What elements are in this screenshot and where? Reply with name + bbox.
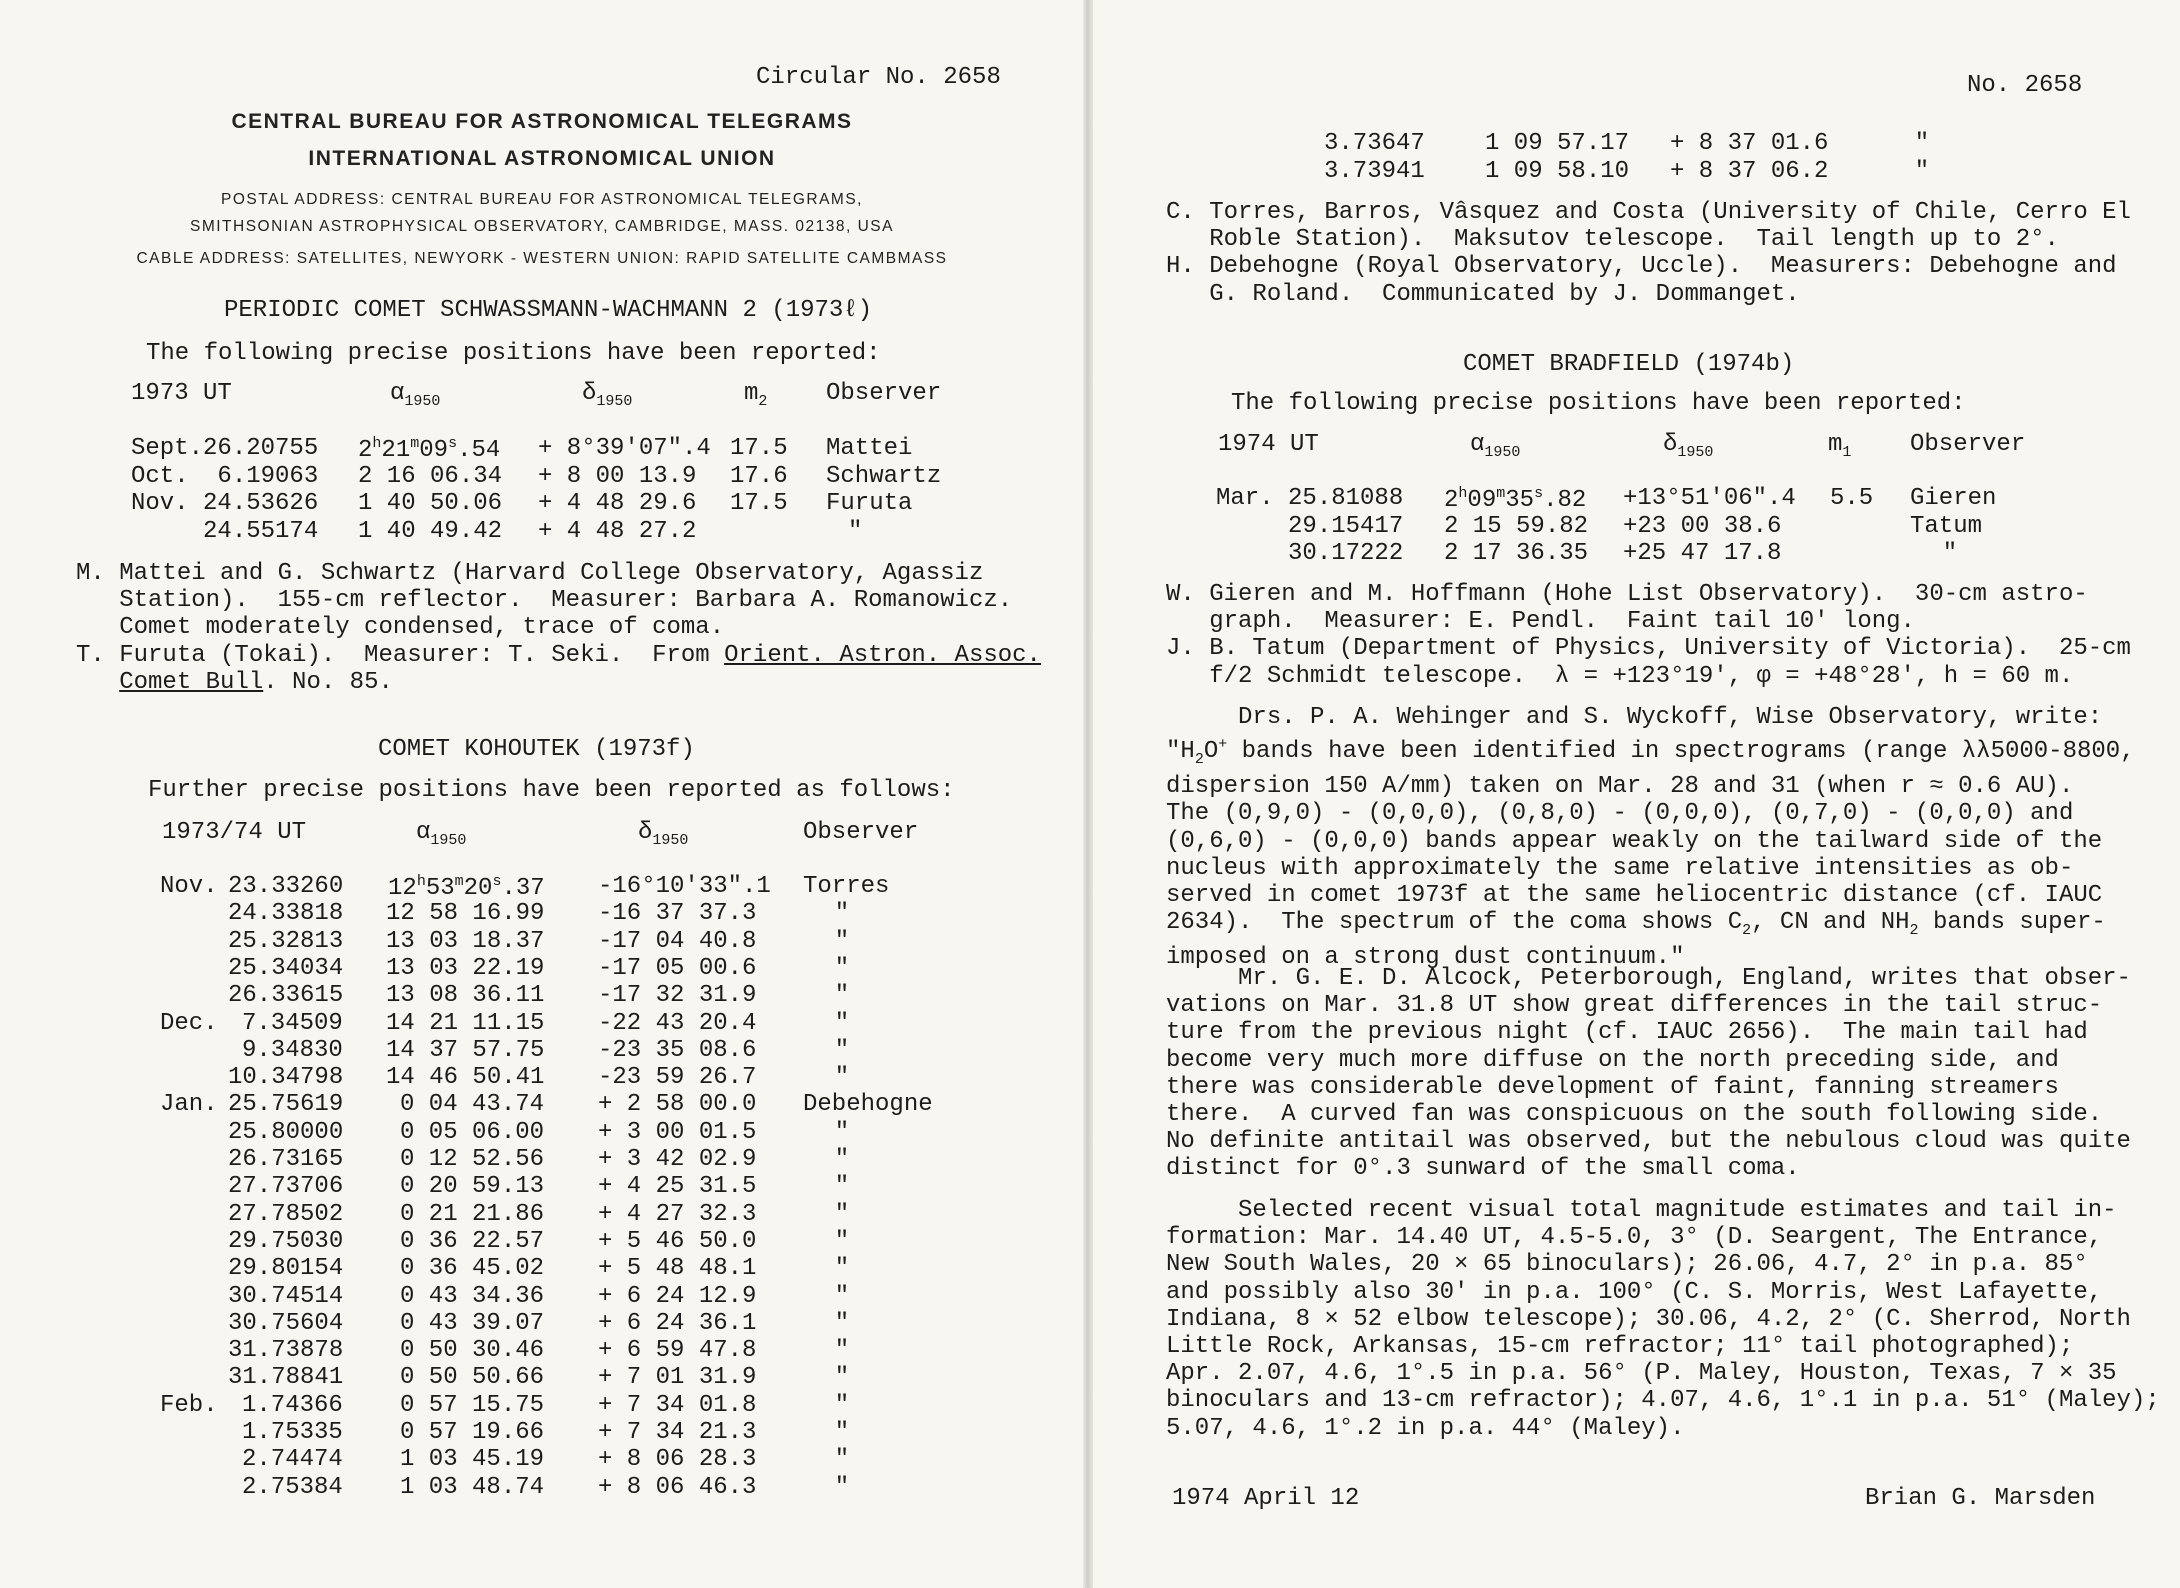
postal-address-line2: SMITHSONIAN ASTROPHYSICAL OBSERVATORY, CAMBRIDGE, MASS. 02138, USA	[190, 218, 894, 235]
cell-date: 3.73647	[1324, 130, 1425, 157]
cell-mag: 5.5	[1830, 485, 1874, 512]
cell-date: 25.80000	[228, 1118, 344, 1146]
cell-ra: 2 16 06.34	[358, 462, 503, 490]
cell-ra: 1 03 48.74	[400, 1473, 545, 1501]
cell-observer: Debehogne	[803, 1091, 933, 1119]
cell-ra: 0 21 21.86	[400, 1200, 545, 1228]
cell-observer: Torres	[803, 873, 890, 900]
cell-date: 29.75030	[228, 1227, 344, 1255]
kohoutek-intro: Further precise positions have been reported as follows:	[148, 777, 955, 804]
cell-dec: -16 37 37.3	[598, 900, 757, 928]
cell-observer: Schwartz	[826, 462, 942, 490]
col-mag: $m_2$	[744, 380, 768, 410]
sw2-intro: The following precise positions have been reported:	[146, 340, 881, 367]
cell-observer: "	[834, 1064, 850, 1092]
cell-observer: "	[1914, 130, 1930, 157]
cell-date: 2.74474	[242, 1446, 343, 1474]
cell-dec: + 8 37 01.6	[1670, 130, 1829, 157]
cell-dec: + 6 24 12.9	[598, 1282, 757, 1310]
cell-ra: 14 21 11.15	[386, 1009, 545, 1037]
note-line: G. Roland. Communicated by J. Dommanget.	[1166, 280, 1800, 308]
cell-date: 25.75619	[228, 1091, 344, 1119]
note-line: Comet moderately condensed, trace of coma.	[76, 614, 725, 642]
cell-dec: + 4 48 29.6	[538, 490, 697, 517]
cell-observer: "	[834, 1473, 850, 1501]
col-ra: $\alpha_{1950}$	[416, 819, 467, 849]
cell-observer: "	[834, 1364, 850, 1392]
cell-observer: "	[834, 1255, 850, 1283]
note-line: graph. Measurer: E. Pendl. Faint tail 10' long.	[1166, 608, 1915, 636]
cell-mag: 17.6	[730, 462, 788, 490]
cell-ra: 2 15 59.82	[1444, 512, 1589, 540]
cell-date: 3.73941	[1324, 157, 1425, 185]
cell-dec: + 8°39'07".4	[538, 435, 711, 462]
cell-ra: 0 12 52.56	[400, 1146, 545, 1173]
cell-date: 29.80154	[228, 1255, 344, 1283]
cell-dec: + 4 27 32.3	[598, 1200, 757, 1228]
cell-observer: "	[834, 1337, 850, 1365]
cell-date: 29.15417	[1216, 512, 1404, 540]
cell-dec: + 7 34 01.8	[598, 1391, 757, 1419]
cell-date: 31.73878	[228, 1337, 344, 1365]
cell-dec: + 6 59 47.8	[598, 1337, 757, 1365]
cell-ra: 2 17 36.35	[1444, 540, 1589, 567]
cell-ra: 0 43 34.36	[400, 1282, 545, 1310]
union-heading: INTERNATIONAL ASTRONOMICAL UNION	[308, 147, 776, 170]
cable-address: CABLE ADDRESS: SATELLITES, NEWYORK - WESTERN UNION: RAPID SATELLITE CAMBMASS	[136, 250, 948, 267]
cell-ra: 1 09 58.10	[1485, 157, 1630, 185]
cell-date: Sept.26.20755	[131, 435, 319, 462]
cell-observer: "	[834, 1227, 850, 1255]
note-line: f/2 Schmidt telescope. λ = +123°19', φ = +48°28', h = 60 m.	[1166, 662, 2074, 690]
cell-dec: -23 59 26.7	[598, 1064, 757, 1092]
cell-observer: Tatum	[1910, 512, 1983, 540]
cell-observer: "	[834, 1009, 850, 1037]
col-ra: $\alpha_{1950}$	[390, 380, 441, 410]
cell-observer: "	[834, 1146, 850, 1173]
cell-dec: + 5 46 50.0	[598, 1227, 757, 1255]
note-line: J. B. Tatum (Department of Physics, University of Victoria). 25-cm	[1166, 635, 2131, 663]
wehinger-paragraph: Drs. P. A. Wehinger and S. Wyckoff, Wise Observatory, write: "$H_2O^+$ bands have been identified in spectrograms (range λλ5000-8800, dispersion 150 A/mm) taken on Mar. 28 and 31 (when r ≈ 0.6 AU). The (0,9,0) - (0,0,0), (0,8,0) - (0,0,0), (0,7,0) - (0,0,0) and (0,6,0) - (0,0,0) bands appear weakly on the tailward side of the nucleus with approximately the same relative intensities as ob- served in comet 1973f at the same heliocentric distance (cf. IAUC 2634). The spectrum of the coma shows $C_2$, CN and $NH_2$ bands super- imposed on a strong dust continuum."	[1166, 704, 2135, 972]
cell-dec: + 7 01 31.9	[598, 1364, 757, 1392]
cell-dec: + 6 24 36.1	[598, 1309, 757, 1337]
col-date: 1973/74 UT	[162, 819, 307, 846]
cell-dec: +23 00 38.6	[1623, 512, 1782, 540]
cell-date: 30.17222	[1216, 540, 1404, 567]
cell-ra: 13 03 18.37	[386, 927, 545, 955]
cell-observer: "	[834, 1282, 850, 1310]
note-line: T. Furuta (Tokai). Measurer: T. Seki. From Orient. Astron. Assoc.	[76, 641, 1041, 669]
col-observer: Observer	[803, 819, 919, 846]
cell-date: 7.34509	[242, 1009, 343, 1037]
cell-ra: 0 50 30.46	[400, 1337, 545, 1365]
note-line: Station). 155-cm reflector. Measurer: Barbara A. Romanowicz.	[76, 587, 1013, 615]
cell-dec: + 8 00 13.9	[538, 462, 697, 490]
cell-dec: + 7 34 21.3	[598, 1419, 757, 1446]
col-observer: Observer	[1910, 431, 2026, 458]
cell-date: 25.34034	[228, 954, 344, 982]
col-dec: $\delta_{1950}$	[638, 819, 689, 849]
cell-observer: Mattei	[826, 435, 913, 462]
cell-observer: "	[834, 1446, 850, 1474]
col-ra: $\alpha_{1950}$	[1470, 431, 1521, 461]
cell-date: 31.78841	[228, 1364, 344, 1392]
cell-observer: "	[834, 1200, 850, 1228]
cell-date: 1.74366	[242, 1391, 343, 1419]
cell-dec: + 4 48 27.2	[538, 517, 697, 545]
cell-ra: 12$^h$53$^m$20$^s$.37	[388, 873, 545, 902]
cell-observer: "	[834, 1036, 850, 1064]
cell-observer: "	[834, 900, 850, 928]
cell-ra: 1 40 49.42	[358, 517, 503, 545]
cell-observer: "	[1914, 157, 1930, 185]
col-dec: $\delta_{1950}$	[582, 380, 633, 410]
circular-number: Circular No. 2658	[756, 64, 1001, 91]
note-line: C. Torres, Barros, Vâsquez and Costa (University of Chile, Cerro El	[1166, 199, 2131, 226]
cell-ra: 13 03 22.19	[386, 954, 545, 982]
cell-ra: 0 50 50.66	[400, 1364, 545, 1392]
cell-dec: + 3 00 01.5	[598, 1118, 757, 1146]
cell-ra: 0 57 19.66	[400, 1419, 545, 1446]
bradfield-title: COMET BRADFIELD (1974b)	[1463, 351, 1795, 378]
cell-date: Oct. 6.19063	[131, 462, 319, 490]
left-page	[0, 0, 1084, 1588]
cell-ra: 0 57 15.75	[400, 1391, 545, 1419]
cell-observer: "	[834, 1419, 850, 1446]
cell-dec: + 2 58 00.0	[598, 1091, 757, 1119]
col-observer: Observer	[826, 380, 942, 407]
cell-ra: 0 36 22.57	[400, 1227, 545, 1255]
col-date: 1974 UT	[1218, 431, 1319, 458]
note-line: W. Gieren and M. Hoffmann (Hohe List Observatory). 30-cm astro-	[1166, 581, 2088, 608]
cell-date: 23.33260	[228, 873, 344, 900]
cell-dec: + 8 37 06.2	[1670, 157, 1829, 185]
cell-observer: "	[834, 1391, 850, 1419]
signature: Brian G. Marsden	[1865, 1485, 2096, 1512]
alcock-paragraph: Mr. G. E. D. Alcock, Peterborough, England, writes that obser- vations on Mar. 31.8 UT show great differences in the tail struc- ture from the previous night (cf. IAUC 2656). The main tail had become very much more diffuse on the north preceding side, and there was considerable development of faint, fanning streamers there. A curved fan was conspicuous on the south following side. No definite antitail was observed, but the nebulous cloud was quite distinct for 0°.3 sunward of the small coma.	[1166, 965, 2131, 1183]
note-line: Comet Bull. No. 85.	[119, 668, 393, 696]
cell-dec: + 5 48 48.1	[598, 1255, 757, 1283]
cell-ra: 14 37 57.75	[386, 1036, 545, 1064]
page-number: No. 2658	[1967, 72, 2083, 99]
cell-month: Feb.	[160, 1391, 218, 1419]
cell-dec: -23 35 08.6	[598, 1036, 757, 1064]
cell-observer: "	[834, 982, 850, 1010]
cell-ra: 1 40 50.06	[358, 490, 503, 517]
cell-ra: 0 04 43.74	[400, 1091, 545, 1119]
cell-dec: -17 04 40.8	[598, 927, 757, 955]
cell-observer: "	[834, 1309, 850, 1337]
cell-ra: 14 46 50.41	[386, 1064, 545, 1092]
cell-dec: -16°10'33".1	[598, 873, 771, 900]
cell-date: Nov. 24.53626	[131, 490, 319, 517]
cell-ra: 13 08 36.11	[386, 982, 545, 1010]
postal-address-line1: POSTAL ADDRESS: CENTRAL BUREAU FOR ASTRONOMICAL TELEGRAMS,	[221, 191, 863, 208]
cell-ra: 2$^h$21$^m$09$^s$.54	[358, 435, 501, 464]
cell-month: Jan.	[160, 1091, 218, 1119]
cell-dec: + 3 42 02.9	[598, 1146, 757, 1173]
cell-date: 25.32813	[228, 927, 344, 955]
cell-date: 26.33615	[228, 982, 344, 1010]
cell-month: Nov.	[160, 873, 218, 900]
sw2-title: PERIODIC COMET SCHWASSMANN-WACHMANN 2 (1973ℓ)	[224, 297, 873, 324]
cell-ra: 1 03 45.19	[400, 1446, 545, 1474]
cell-dec: +13°51'06".4	[1623, 485, 1796, 512]
cell-ra: 0 20 59.13	[400, 1173, 545, 1201]
cell-ra: 1 09 57.17	[1485, 130, 1630, 157]
cell-dec: + 4 25 31.5	[598, 1173, 757, 1201]
cell-ra: 0 43 39.07	[400, 1309, 545, 1337]
cell-date: 26.73165	[228, 1146, 344, 1173]
col-dec: $\delta_{1950}$	[1663, 431, 1714, 461]
cell-date: 27.73706	[228, 1173, 344, 1201]
cell-observer: "	[1942, 540, 1958, 567]
cell-dec: + 8 06 46.3	[598, 1473, 757, 1501]
cell-date: 24.55174	[131, 517, 319, 545]
bradfield-intro: The following precise positions have been reported:	[1231, 390, 1966, 417]
cell-ra: 0 05 06.00	[400, 1118, 545, 1146]
cell-dec: -17 32 31.9	[598, 982, 757, 1010]
issue-date: 1974 April 12	[1172, 1485, 1360, 1512]
note-line: Roble Station). Maksutov telescope. Tail length up to 2°.	[1166, 226, 2059, 254]
cell-dec: +25 47 17.8	[1623, 540, 1782, 567]
cell-ra: 0 36 45.02	[400, 1255, 545, 1283]
cell-observer: "	[834, 927, 850, 955]
cell-ra: 12 58 16.99	[386, 900, 545, 928]
cell-month: Dec.	[160, 1009, 218, 1037]
cell-mag: 17.5	[730, 435, 788, 462]
cell-mag: 17.5	[730, 490, 788, 517]
cell-observer: Furuta	[826, 490, 913, 517]
kohoutek-title: COMET KOHOUTEK (1973f)	[378, 736, 695, 763]
note-line: H. Debehogne (Royal Observatory, Uccle). Measurers: Debehogne and	[1166, 253, 2117, 281]
note-line: M. Mattei and G. Schwartz (Harvard College Observatory, Agassiz	[76, 560, 984, 587]
cell-date: Mar. 25.81088	[1216, 485, 1404, 512]
cell-observer: "	[834, 1118, 850, 1146]
cell-date: 2.75384	[242, 1473, 343, 1501]
cell-observer: "	[834, 954, 850, 982]
cell-dec: -17 05 00.6	[598, 954, 757, 982]
cell-date: 24.33818	[228, 900, 344, 928]
col-date: 1973 UT	[131, 380, 232, 407]
cell-date: 1.75335	[242, 1419, 343, 1446]
cell-observer: "	[834, 1173, 850, 1201]
bureau-heading: CENTRAL BUREAU FOR ASTRONOMICAL TELEGRAMS	[231, 110, 853, 133]
cell-dec: -22 43 20.4	[598, 1009, 757, 1037]
cell-dec: + 8 06 28.3	[598, 1446, 757, 1474]
magnitude-paragraph: Selected recent visual total magnitude estimates and tail in- formation: Mar. 14.40 UT, 4.5-5.0, 3° (D. Seargent, The Entrance, New South Wales, 20 × 65 binoculars); 26.06, 4.7, 2° in p.a. 85° and possibly also 30' in p.a. 100° (C. S. Morris, West Lafayette, Indiana, 8 × 52 elbow telescope); 30.06, 4.2, 2° (C. Sherrod, North Little Rock, Arkansas, 15-cm refractor; 11° tail photographed); Apr. 2.07, 4.6, 1°.5 in p.a. 56° (P. Maley, Houston, Texas, 7 × 35 binoculars and 13-cm refractor); 4.07, 4.6, 1°.1 in p.a. 51° (Maley); 5.07, 4.6, 1°.2 in p.a. 44° (Maley).	[1166, 1197, 2160, 1442]
right-page	[1092, 0, 2180, 1588]
cell-date: 30.74514	[228, 1282, 344, 1310]
cell-date: 30.75604	[228, 1309, 344, 1337]
cell-date: 10.34798	[228, 1064, 344, 1092]
cell-ra: 2$^h$09$^m$35$^s$.82	[1444, 485, 1587, 514]
cell-observer: "	[848, 517, 863, 545]
col-mag: $m_1$	[1828, 431, 1852, 461]
cell-date: 9.34830	[242, 1036, 343, 1064]
cell-observer: Gieren	[1910, 485, 1997, 512]
cell-date: 27.78502	[228, 1200, 344, 1228]
